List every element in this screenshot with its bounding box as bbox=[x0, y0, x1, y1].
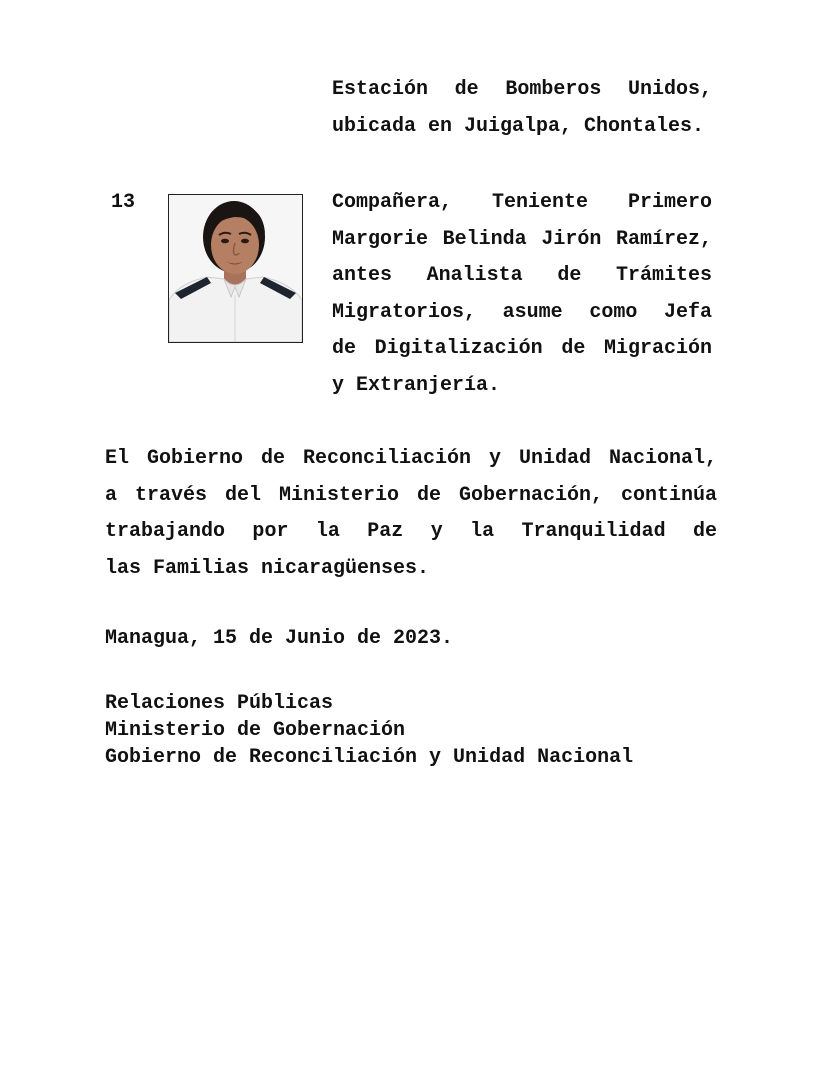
item-description bbox=[332, 185, 712, 405]
text-line: las Familias nicaragüenses. bbox=[105, 556, 430, 580]
previous-item-text bbox=[332, 72, 712, 145]
date-line: Managua, 15 de Junio de 2023. bbox=[105, 627, 454, 650]
text-line: Migratorios, asume como Jefa bbox=[332, 300, 712, 324]
signature-line-ministry: Ministerio de Gobernación bbox=[105, 719, 406, 742]
text-line: de Digitalización de Migración bbox=[332, 337, 712, 361]
text-line: y Extranjería. bbox=[332, 373, 501, 397]
text-line: trabajando por la Paz y la Tranquilidad de bbox=[105, 520, 717, 544]
person-photo bbox=[168, 194, 303, 343]
signature-block bbox=[105, 690, 633, 771]
signature-line-government: Gobierno de Reconciliación y Unidad Nacional bbox=[105, 746, 634, 769]
closing-paragraph bbox=[105, 441, 717, 587]
item-number: 13 bbox=[111, 191, 136, 214]
signature-line-department: Relaciones Públicas bbox=[105, 692, 334, 715]
text-line: Estación de Bomberos Unidos, bbox=[332, 78, 712, 101]
text-line: Compañera, Teniente Primero bbox=[332, 191, 712, 214]
portrait-image bbox=[169, 195, 302, 342]
text-line: El Gobierno de Reconciliación y Unidad Nacional, bbox=[105, 447, 717, 470]
text-line: Margorie Belinda Jirón Ramírez, bbox=[332, 227, 712, 251]
text-line: antes Analista de Trámites bbox=[332, 264, 712, 288]
text-line: ubicada en Juigalpa, Chontales. bbox=[332, 114, 705, 138]
text-line: a través del Ministerio de Gobernación, continúa bbox=[105, 483, 717, 507]
